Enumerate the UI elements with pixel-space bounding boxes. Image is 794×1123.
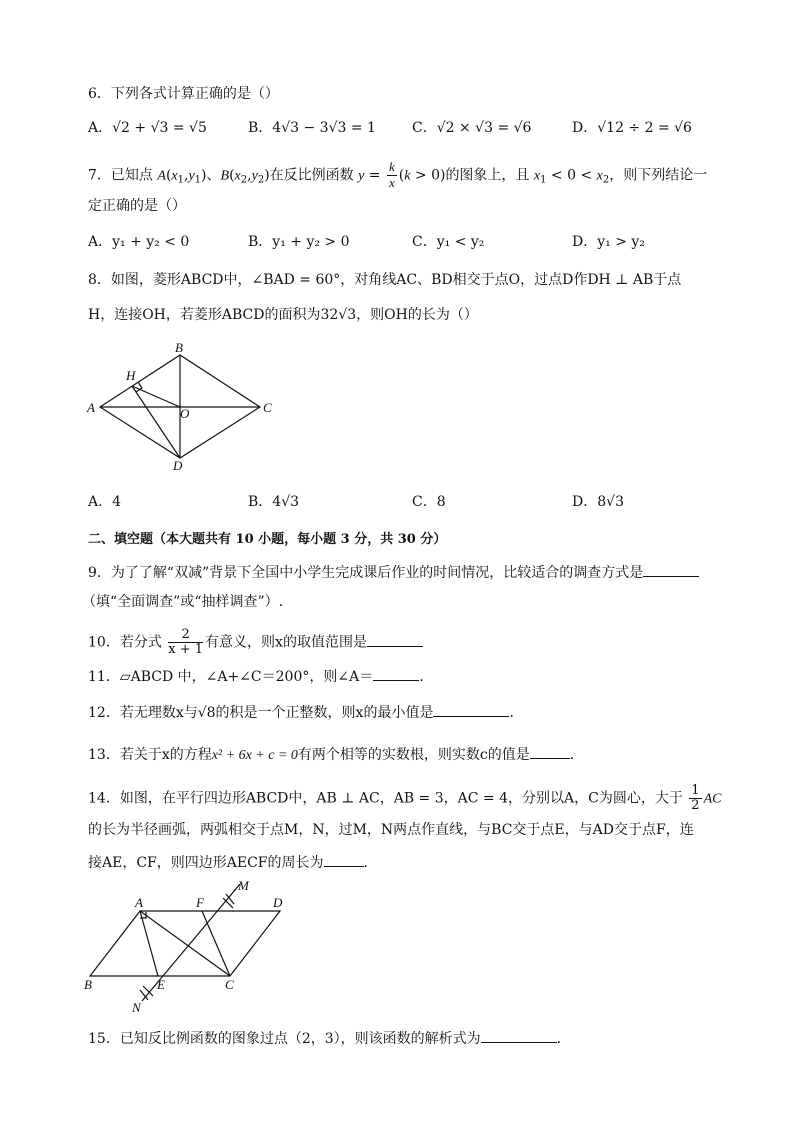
q15-answer-blank[interactable] (481, 1028, 557, 1043)
q8-option-c: C．8 (412, 494, 446, 510)
q14-line2: 的长为半径画弧，两弧相交于点M，N，过M，N两点作直线，与BC交于点E，与AD交于点F，连 (88, 822, 694, 838)
q10-fraction: $\frac{2}{x + 1}$ (168, 627, 204, 657)
q9-line2: （填“全面调查”或“抽样调查”）. (82, 594, 284, 610)
q12-line: 12．若无理数x与√8的积是一个正整数，则x的最小值是 . (88, 702, 514, 723)
q7-option-b: B．y₁ + y₂ > 0 (248, 234, 350, 250)
q10-answer-blank[interactable] (367, 632, 423, 647)
q8-option-a: A．4 (88, 494, 122, 510)
q6-option-d: D．√12 ÷ 2 = √6 (572, 120, 692, 136)
q8-label-o: O (180, 406, 190, 421)
q7-fraction: $\frac{k}{x}$ (388, 159, 395, 190)
q14-parallelogram-figure (80, 876, 320, 1016)
q7-option-c: C．y₁ < y₂ (412, 234, 485, 250)
q8-stem-line1: 8．如图，菱形ABCD中，∠BAD = 60°，对角线AC、BD相交于点O，过点D作DH ⊥ AB于点 (88, 272, 682, 288)
q10-line: 10．若分式 $\frac{2}{x + 1}$ 有意义，则x的取值范围是 (88, 628, 423, 657)
q7-option-d: D．y₁ > y₂ (572, 234, 645, 250)
q14-line1: 14．如图，在平行四边形ABCD中，AB ⊥ AC，AB = 3，AC = 4，分别以A，C为圆心，大于 $\frac{1}{2}$ AC (88, 783, 722, 813)
q6-stem: 6．下列各式计算正确的是（） (88, 86, 279, 102)
q14-line3: 接AE，CF，则四边形AECF的周长为 . (88, 852, 368, 873)
q14-label-e: E (157, 977, 165, 992)
q8-label-a: A (87, 400, 95, 415)
q14-label-m: M (238, 878, 249, 893)
q14-label-b: B (84, 977, 92, 992)
q8-option-b: B．4√3 (248, 494, 300, 510)
q11-line: 11．▱ABCD 中，∠A+∠C＝200°，则∠A＝ . (88, 666, 424, 687)
q8-option-d: D．8√3 (572, 494, 624, 510)
q6-option-b: B．4√3 − 3√3 = 1 (248, 120, 376, 136)
q8-stem-line2: H，连接OH，若菱形ABCD的面积为32√3，则OH的长为（） (88, 307, 478, 323)
section-title: 二、填空题（本大题共有 10 小题，每小题 3 分，共 30 分） (88, 532, 447, 547)
q8-label-c: C (263, 400, 272, 415)
q8-label-d: D (173, 458, 183, 473)
q12-answer-blank[interactable] (433, 702, 509, 717)
q14-answer-blank[interactable] (324, 852, 364, 867)
q7-option-a: A．y₁ + y₂ < 0 (88, 234, 190, 250)
q6-option-a: A．√2 + √3 = √5 (88, 120, 207, 136)
q9-line1: 9．为了了解“双减”背景下全国中小学生完成课后作业的时间情况，比较适合的调查方式是 (88, 562, 699, 583)
q9-answer-blank[interactable] (643, 562, 699, 577)
q14-label-a: A (135, 895, 143, 910)
q8-label-b: B (175, 340, 183, 355)
q8-rhombus-figure (80, 340, 280, 475)
q13-line: 13．若关于x的方程x² + 6x + c = 0有两个相等的实数根，则实数c的值是 . (88, 744, 574, 766)
q7-stem-line1: 7．已知点 $A(x_1,y_1)$、$B(x_2,y_2)$在反比例函数 y = $\frac{k}{x}$ (k > 0)的图象上，且 $x_1 < 0 < x_2$，则下列结论一 (88, 159, 708, 190)
q8-label-h: H (126, 368, 136, 383)
q14-label-n: N (132, 1000, 141, 1015)
q13-answer-blank[interactable] (530, 744, 570, 759)
q15-line: 15．已知反比例函数的图象过点（2，3），则该函数的解析式为 . (88, 1028, 561, 1049)
q11-answer-blank[interactable] (373, 666, 419, 681)
q14-fraction: $\frac{1}{2}$ (691, 783, 700, 813)
q14-label-d: D (273, 895, 283, 910)
q6-option-c: C．√2 × √3 = √6 (412, 120, 532, 136)
q14-label-f: F (196, 895, 204, 910)
q7-stem-line2: 定正确的是（） (88, 198, 186, 214)
q14-label-c: C (225, 977, 234, 992)
